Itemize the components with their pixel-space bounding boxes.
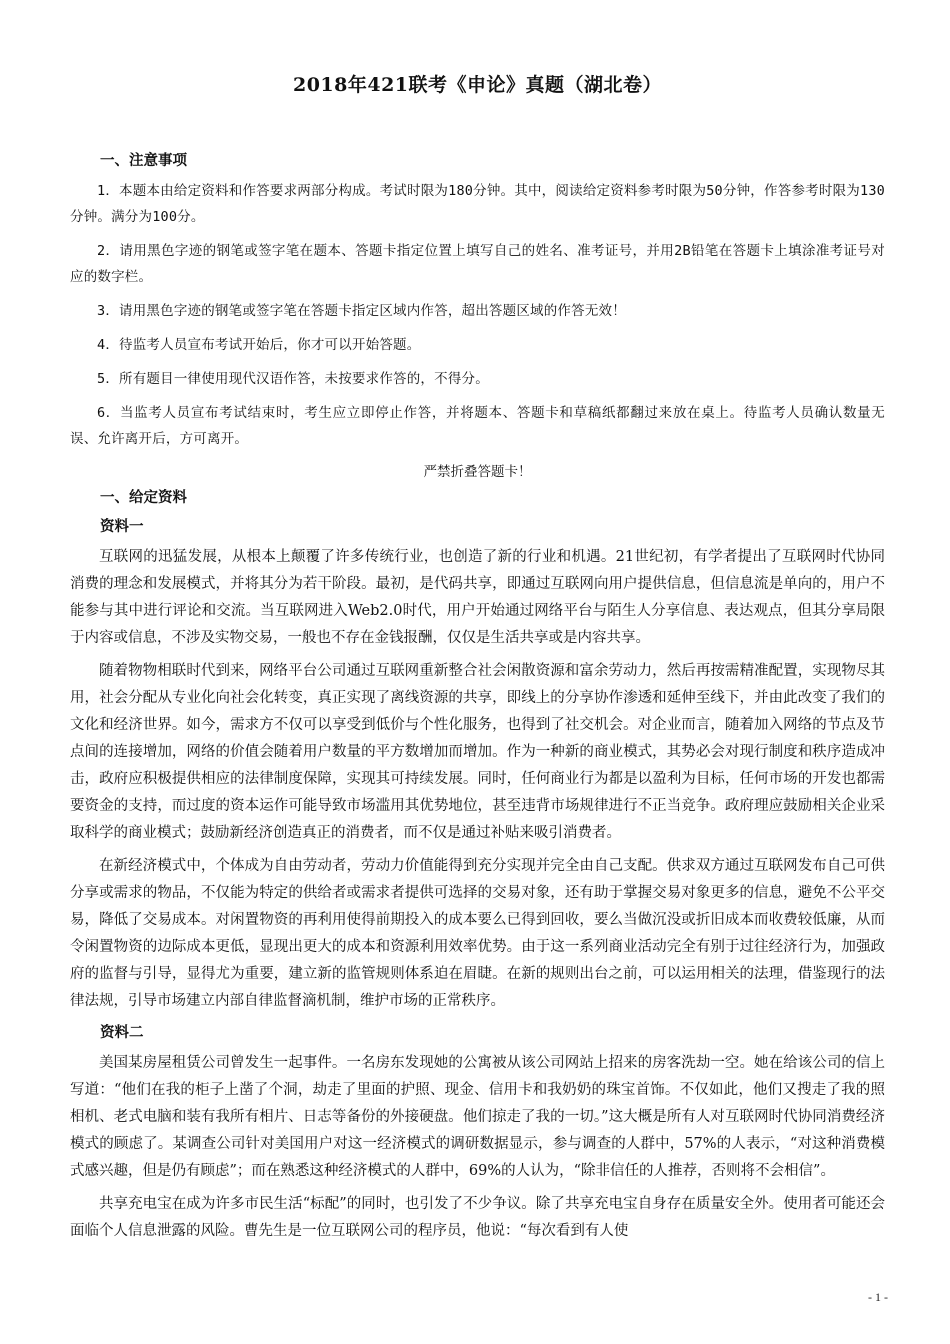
notice-item: 2．请用黑色字迹的钢笔或签字笔在题本、答题卡指定位置上填写自己的姓名、准考证号，并用2B铅笔在答题卡上填涂准考证号对应的数字栏。 <box>70 243 885 285</box>
notice-item: 1．本题本由给定资料和作答要求两部分构成。考试时限为180分钟。其中，阅读给定资料参考时限为50分钟，作答参考时限为130分钟。满分为100分。 <box>70 183 885 225</box>
notice-heading: 一、注意事项 <box>100 153 187 169</box>
warning-note: 严禁折叠答题卡！ <box>423 464 532 480</box>
document-title: 2018年421联考《申论》真题（湖北卷） <box>292 74 663 96</box>
material-two-paragraph: 共享充电宝在成为许多市民生活“标配”的同时，也引发了不少争议。除了共享充电宝自身存在质量安全外。使用者可能还会面临个人信息泄露的风险。曹先生是一位互联网公司的程序员，他说：“每次看到有人使 <box>70 1196 885 1239</box>
notice-item: 3．请用黑色字迹的钢笔或签字笔在答题卡指定区域内作答，超出答题区域的作答无效！ <box>97 303 626 319</box>
material-one-paragraph: 在新经济模式中，个体成为自由劳动者，劳动力价值能得到充分实现并完全由自己支配。供求双方通过互联网发布自己可供分享或需求的物品，不仅能为特定的供给者或需求者提供可选择的交易对象，还有助于掌握交易对象更多的信息，避免不公平交易，降低了交易成本。对闲置物资的再利用使得前期投入的成本要么已得到回收，要么当做沉没或折旧成本而收费较低廉，从而令闲置物资的边际成本更低，显现出更大的成本和资源利用效率优势。由于这一系列商业活动完全有别于过往经济行为，加强政府的监督与引导，显得尤为重要，建立新的监管规则体系迫在眉睫。在新的规则出台之前，可以运用相关的法理，借鉴现行的法律法规，引导市场建立内部自律监督滴机制，维护市场的正常秩序。 <box>70 858 885 1009</box>
materials-heading: 一、给定资料 <box>100 490 187 506</box>
notice-item: 4．待监考人员宣布考试开始后，你才可以开始答题。 <box>97 337 421 353</box>
material-one-paragraph: 随着物物相联时代到来，网络平台公司通过互联网重新整合社会闲散资源和富余劳动力，然后再按需精准配置，实现物尽其用，社会分配从专业化向社会化转变，真正实现了离线资源的共享，即线上的分享协作渗透和延伸至线下，并由此改变了我们的文化和经济世界。如今，需求方不仅可以享受到低价与个性化服务，也得到了社交机会。对企业而言，随着加入网络的节点及节点间的连接增加，网络的价值会随着用户数量的平方数增加而增加。作为一种新的商业模式，其势必会对现行制度和秩序造成冲击，政府应积极提供相应的法律制度保障，实现其可持续发展。同时，任何商业行为都是以盈利为目标，任何市场的开发也都需要资金的支持，而过度的资本运作可能导致市场滥用其优势地位，甚至违背市场规律进行不正当竞争。政府理应鼓励相关企业采取科学的商业模式；鼓励新经济创造真正的消费者，而不仅是通过补贴来吸引消费者。 <box>70 663 885 841</box>
material-two-heading: 资料二 <box>100 1025 144 1041</box>
material-one-heading: 资料一 <box>100 519 144 535</box>
page-number: - 1 - <box>868 1290 888 1304</box>
notice-item: 6．当监考人员宣布考试结束时，考生应立即停止作答，并将题本、答题卡和草稿纸都翻过来放在桌上。待监考人员确认数量无误、允许离开后，方可离开。 <box>70 405 885 447</box>
material-one-paragraph: 互联网的迅猛发展，从根本上颠覆了许多传统行业，也创造了新的行业和机遇。21世纪初，有学者提出了互联网时代协同消费的理念和发展模式，并将其分为若干阶段。最初，是代码共享，即通过互联网向用户提供信息，但信息流是单向的，用户不能参与其中进行评论和交流。当互联网进入Web2.0时代，用户开始通过网络平台与陌生人分享信息、表达观点，但其分享局限于内容或信息，不涉及实物交易，一般也不存在金钱报酬，仅仅是生活共享或是内容共享。 <box>70 549 885 646</box>
material-two-paragraph: 美国某房屋租赁公司曾发生一起事件。一名房东发现她的公寓被从该公司网站上招来的房客洗劫一空。她在给该公司的信上写道：“他们在我的柜子上凿了个洞，劫走了里面的护照、现金、信用卡和我奶奶的珠宝首饰。不仅如此，他们又搜走了我的照相机、老式电脑和装有我所有相片、日志等备份的外接硬盘。他们掠走了我的一切。”这大概是所有人对互联网时代协同消费经济模式的顾虑了。某调查公司针对美国用户对这一经济模式的调研数据显示，参与调查的人群中，57%的人表示，“对这种消费模式感兴趣，但是仍有顾虑”；而在熟悉这种经济模式的人群中，69%的人认为，“除非信任的人推荐，否则将不会相信”。 <box>70 1055 885 1179</box>
document-page <box>70 70 885 1251</box>
notice-item: 5．所有题目一律使用现代汉语作答，未按要求作答的，不得分。 <box>97 371 489 387</box>
